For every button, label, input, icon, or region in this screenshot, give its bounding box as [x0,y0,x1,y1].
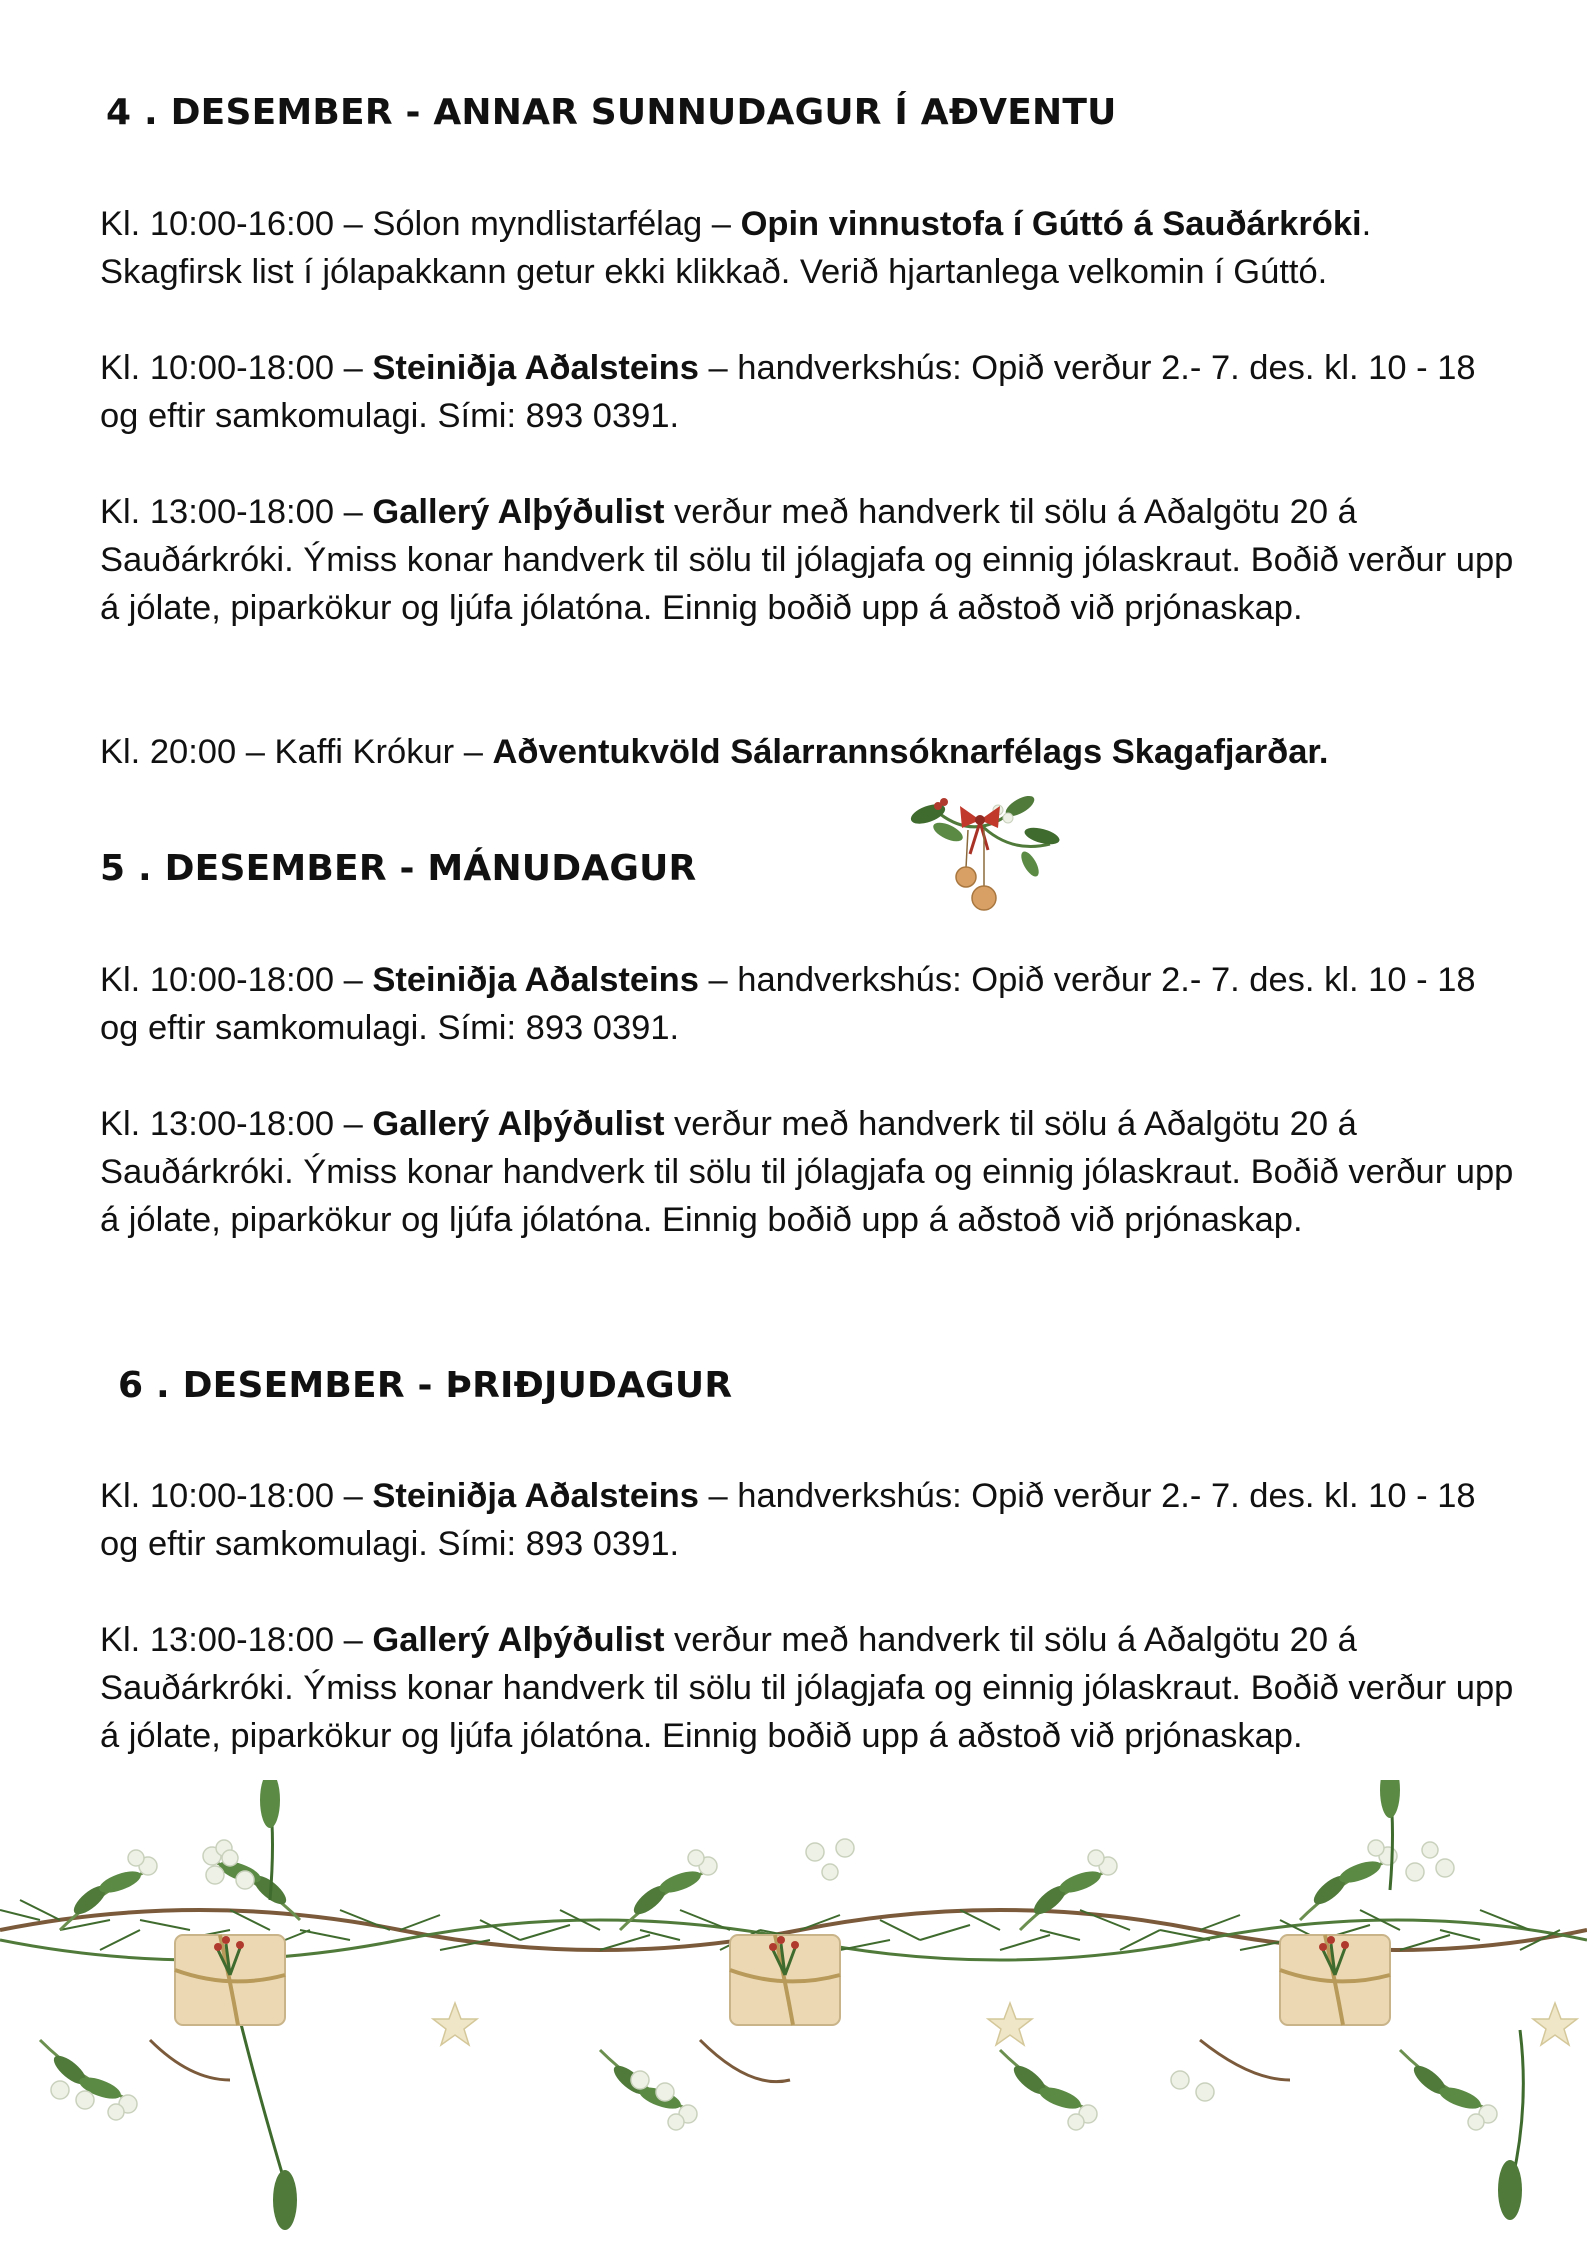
event-item [100,728,1520,776]
event-description: verður með handverk til sölu á Aðalgötu 20 á Sauðárkróki. Ýmiss konar handverk til sölu til jólagjafa og einnig jólaskraut. Boðið verður upp á jólate, piparkökur og ljúfa jólatóna. Einnig boðið upp á aðstoð við prjónaskap. [100,1621,1514,1755]
event-item [100,956,1520,1052]
event-time-place: Kl. 13:00-18:00 – [100,1105,373,1143]
holly-ornament-icon [880,784,1080,914]
event-item [100,1472,1520,1568]
event-title: Aðventukvöld Sálarrannsóknarfélags Skagafjarðar. [492,733,1329,771]
event-time-place: Kl. 20:00 – Kaffi Krókur – [100,733,493,771]
event-time-place: Kl. 13:00-18:00 – [100,1621,373,1659]
event-description: . Skagfirsk list í jólapakkann getur ekki klikkað. Verið hjartanlega velkomin í Gúttó. [100,205,1372,291]
event-time-place: Kl. 13:00-18:00 – [100,493,373,531]
event-title: Steiniðja Aðalsteins [372,1477,699,1515]
event-time-place: Kl. 10:00-16:00 – Sólon myndlistarfélag – [100,205,741,243]
event-description: – handverkshús: Opið verður 2.- 7. des. kl. 10 - 18 og eftir samkomulagi. Sími: 893 0391. [100,349,1476,435]
event-title: Gallerý Alþýðulist [372,493,665,531]
event-item [100,344,1520,440]
event-description: verður með handverk til sölu á Aðalgötu 20 á Sauðárkróki. Ýmiss konar handverk til sölu til jólagjafa og einnig jólaskraut. Boðið verður upp á jólate, piparkökur og ljúfa jólatóna. Einnig boðið upp á aðstoð við prjónaskap. [100,493,1514,627]
section-heading-dec-5: 5 . DESEMBER - MÁNUDAGUR [100,848,697,889]
mistletoe-garland-icon [0,1780,1587,2245]
event-title: Steiniðja Aðalsteins [372,961,699,999]
event-time-place: Kl. 10:00-18:00 – [100,1477,373,1515]
event-title: Opin vinnustofa í Gúttó á Sauðárkróki [740,205,1362,243]
event-item [100,1616,1520,1760]
event-time-place: Kl. 10:00-18:00 – [100,961,373,999]
event-item [100,1100,1520,1244]
event-description: – handverkshús: Opið verður 2.- 7. des. kl. 10 - 18 og eftir samkomulagi. Sími: 893 0391. [100,961,1476,1047]
event-description: – handverkshús: Opið verður 2.- 7. des. kl. 10 - 18 og eftir samkomulagi. Sími: 893 0391. [100,1477,1476,1563]
section-heading-dec-4: 4 . DESEMBER - ANNAR SUNNUDAGUR Í AÐVENTU [106,92,1117,133]
event-item [100,488,1520,632]
event-title: Gallerý Alþýðulist [372,1621,665,1659]
event-item [100,200,1520,296]
event-title: Gallerý Alþýðulist [372,1105,665,1143]
event-time-place: Kl. 10:00-18:00 – [100,349,373,387]
event-title: Steiniðja Aðalsteins [372,349,699,387]
section-heading-dec-6: 6 . DESEMBER - ÞRIÐJUDAGUR [118,1365,733,1406]
event-description: verður með handverk til sölu á Aðalgötu 20 á Sauðárkróki. Ýmiss konar handverk til sölu til jólagjafa og einnig jólaskraut. Boðið verður upp á jólate, piparkökur og ljúfa jólatóna. Einnig boðið upp á aðstoð við prjónaskap. [100,1105,1514,1239]
